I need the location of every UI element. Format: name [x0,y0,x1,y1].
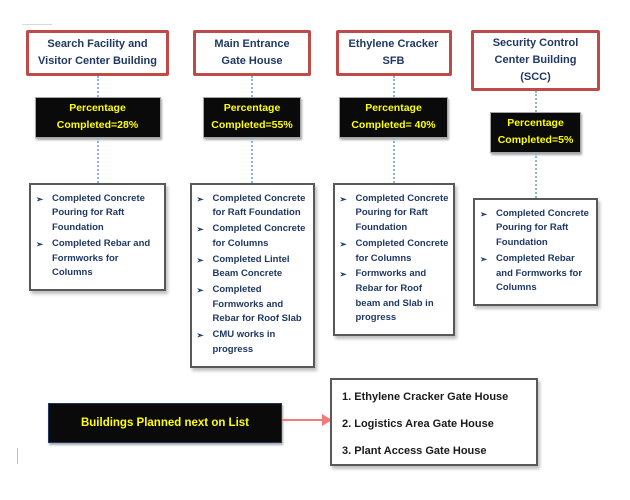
progress-list [36,192,160,281]
stray-mark [22,24,52,25]
arrow-bullet-icon: ➢ [36,238,44,249]
list-item [480,252,592,296]
progress-detail-box [333,183,455,336]
arrow-bullet-icon: ➢ [339,238,347,249]
red-arrow-icon [282,412,332,428]
building-title: Security Control Center Building (SCC) [492,37,579,84]
progress-item-text: Completed Lintel Beam Concrete [212,253,290,280]
progress-item-text: Completed Concrete Pouring for Raft Foundation [355,192,449,234]
list-item [36,192,160,236]
progress-detail-box [190,183,315,368]
building-column-search-facility [25,30,170,291]
stray-mark [17,448,18,464]
progress-item-text: Completed Concrete for Columns [355,237,449,264]
dotted-connector [535,91,537,112]
arrow-bullet-icon: ➢ [196,284,204,295]
percentage-value: Completed=5% [497,134,574,147]
progress-item-text: Completed Formworks and Rebar for Roof Slab [212,283,302,325]
building-title-box [26,30,169,76]
planned-item: 3. Plant Access Gate House [342,445,487,457]
progress-list [197,192,309,358]
percentage-label: Percentage [365,102,422,114]
planned-item: 1. Ethylene Cracker Gate House [342,391,509,403]
building-column-main-entrance [189,30,315,368]
percentage-box [203,97,301,138]
arrow-bullet-icon: ➢ [339,193,347,204]
progress-item-text: Completed Rebar and Formworks for Columns [496,252,583,294]
percentage-label: Percentage [507,117,564,130]
list-item [36,237,160,281]
list-item [197,253,309,282]
building-title-box [471,30,600,91]
percentage-value: Completed=55% [211,119,293,132]
arrow-bullet-icon: ➢ [196,193,204,204]
list-item [340,237,449,266]
progress-item-text: Completed Concrete for Columns [212,223,306,249]
dotted-connector [97,138,99,183]
dotted-connector [251,138,253,183]
planned-item: 2. Logistics Area Gate House [342,418,494,430]
list-item [197,192,309,221]
building-title: Search Facility and Visitor Center Building [38,37,157,67]
building-title-box [336,30,452,76]
building-title: Ethylene Cracker SFB [348,37,439,67]
list-item [197,328,309,357]
building-title-box [193,30,311,76]
progress-list [480,207,592,296]
arrow-bullet-icon: ➢ [196,254,204,265]
building-column-ethylene-cracker [332,30,455,336]
list-item [340,267,449,326]
list-item [340,192,449,236]
arrow-bullet-icon: ➢ [480,253,488,264]
list-item [480,207,592,251]
dotted-connector [97,76,99,97]
progress-item-text: Formworks and Rebar for Roof beam and Slab in progress [355,268,434,324]
arrow-bullet-icon: ➢ [196,224,204,235]
dotted-connector [535,153,537,198]
percentage-value: Completed= 40% [351,119,436,132]
dotted-connector [393,76,395,97]
progress-detail-box [473,198,598,306]
arrow-bullet-icon: ➢ [339,269,347,280]
progress-detail-box [29,183,166,291]
percentage-box [339,97,448,138]
arrow-bullet-icon: ➢ [480,208,488,219]
percentage-box [490,112,581,153]
dotted-connector [393,138,395,183]
arrow-bullet-icon: ➢ [196,330,204,341]
progress-item-text: Completed Concrete Pouring for Raft Foundation [496,207,589,249]
percentage-label: Percentage [223,102,281,114]
list-item [197,283,309,327]
percentage-box [35,97,161,138]
building-column-security-control [470,30,601,306]
arrow-bullet-icon: ➢ [36,193,44,204]
building-title: Main Entrance Gate House [214,37,290,67]
list-item [197,222,309,251]
percentage-label: Percentage [69,102,126,114]
progress-item-text: Completed Concrete Pouring for Raft Foundation [52,192,145,234]
progress-item-text: Completed Rebar and Formworks for Columns [52,237,151,279]
progress-list [340,192,449,326]
progress-item-text: Completed Concrete for Raft Foundation [212,192,306,219]
buildings-planned-label: Buildings Planned next on List [80,417,250,429]
dotted-connector [251,76,253,97]
buildings-planned-box [48,403,282,443]
percentage-value: Completed=28% [56,119,139,132]
progress-item-text: CMU works in progress [212,329,276,355]
planned-buildings-list-box [330,378,538,466]
